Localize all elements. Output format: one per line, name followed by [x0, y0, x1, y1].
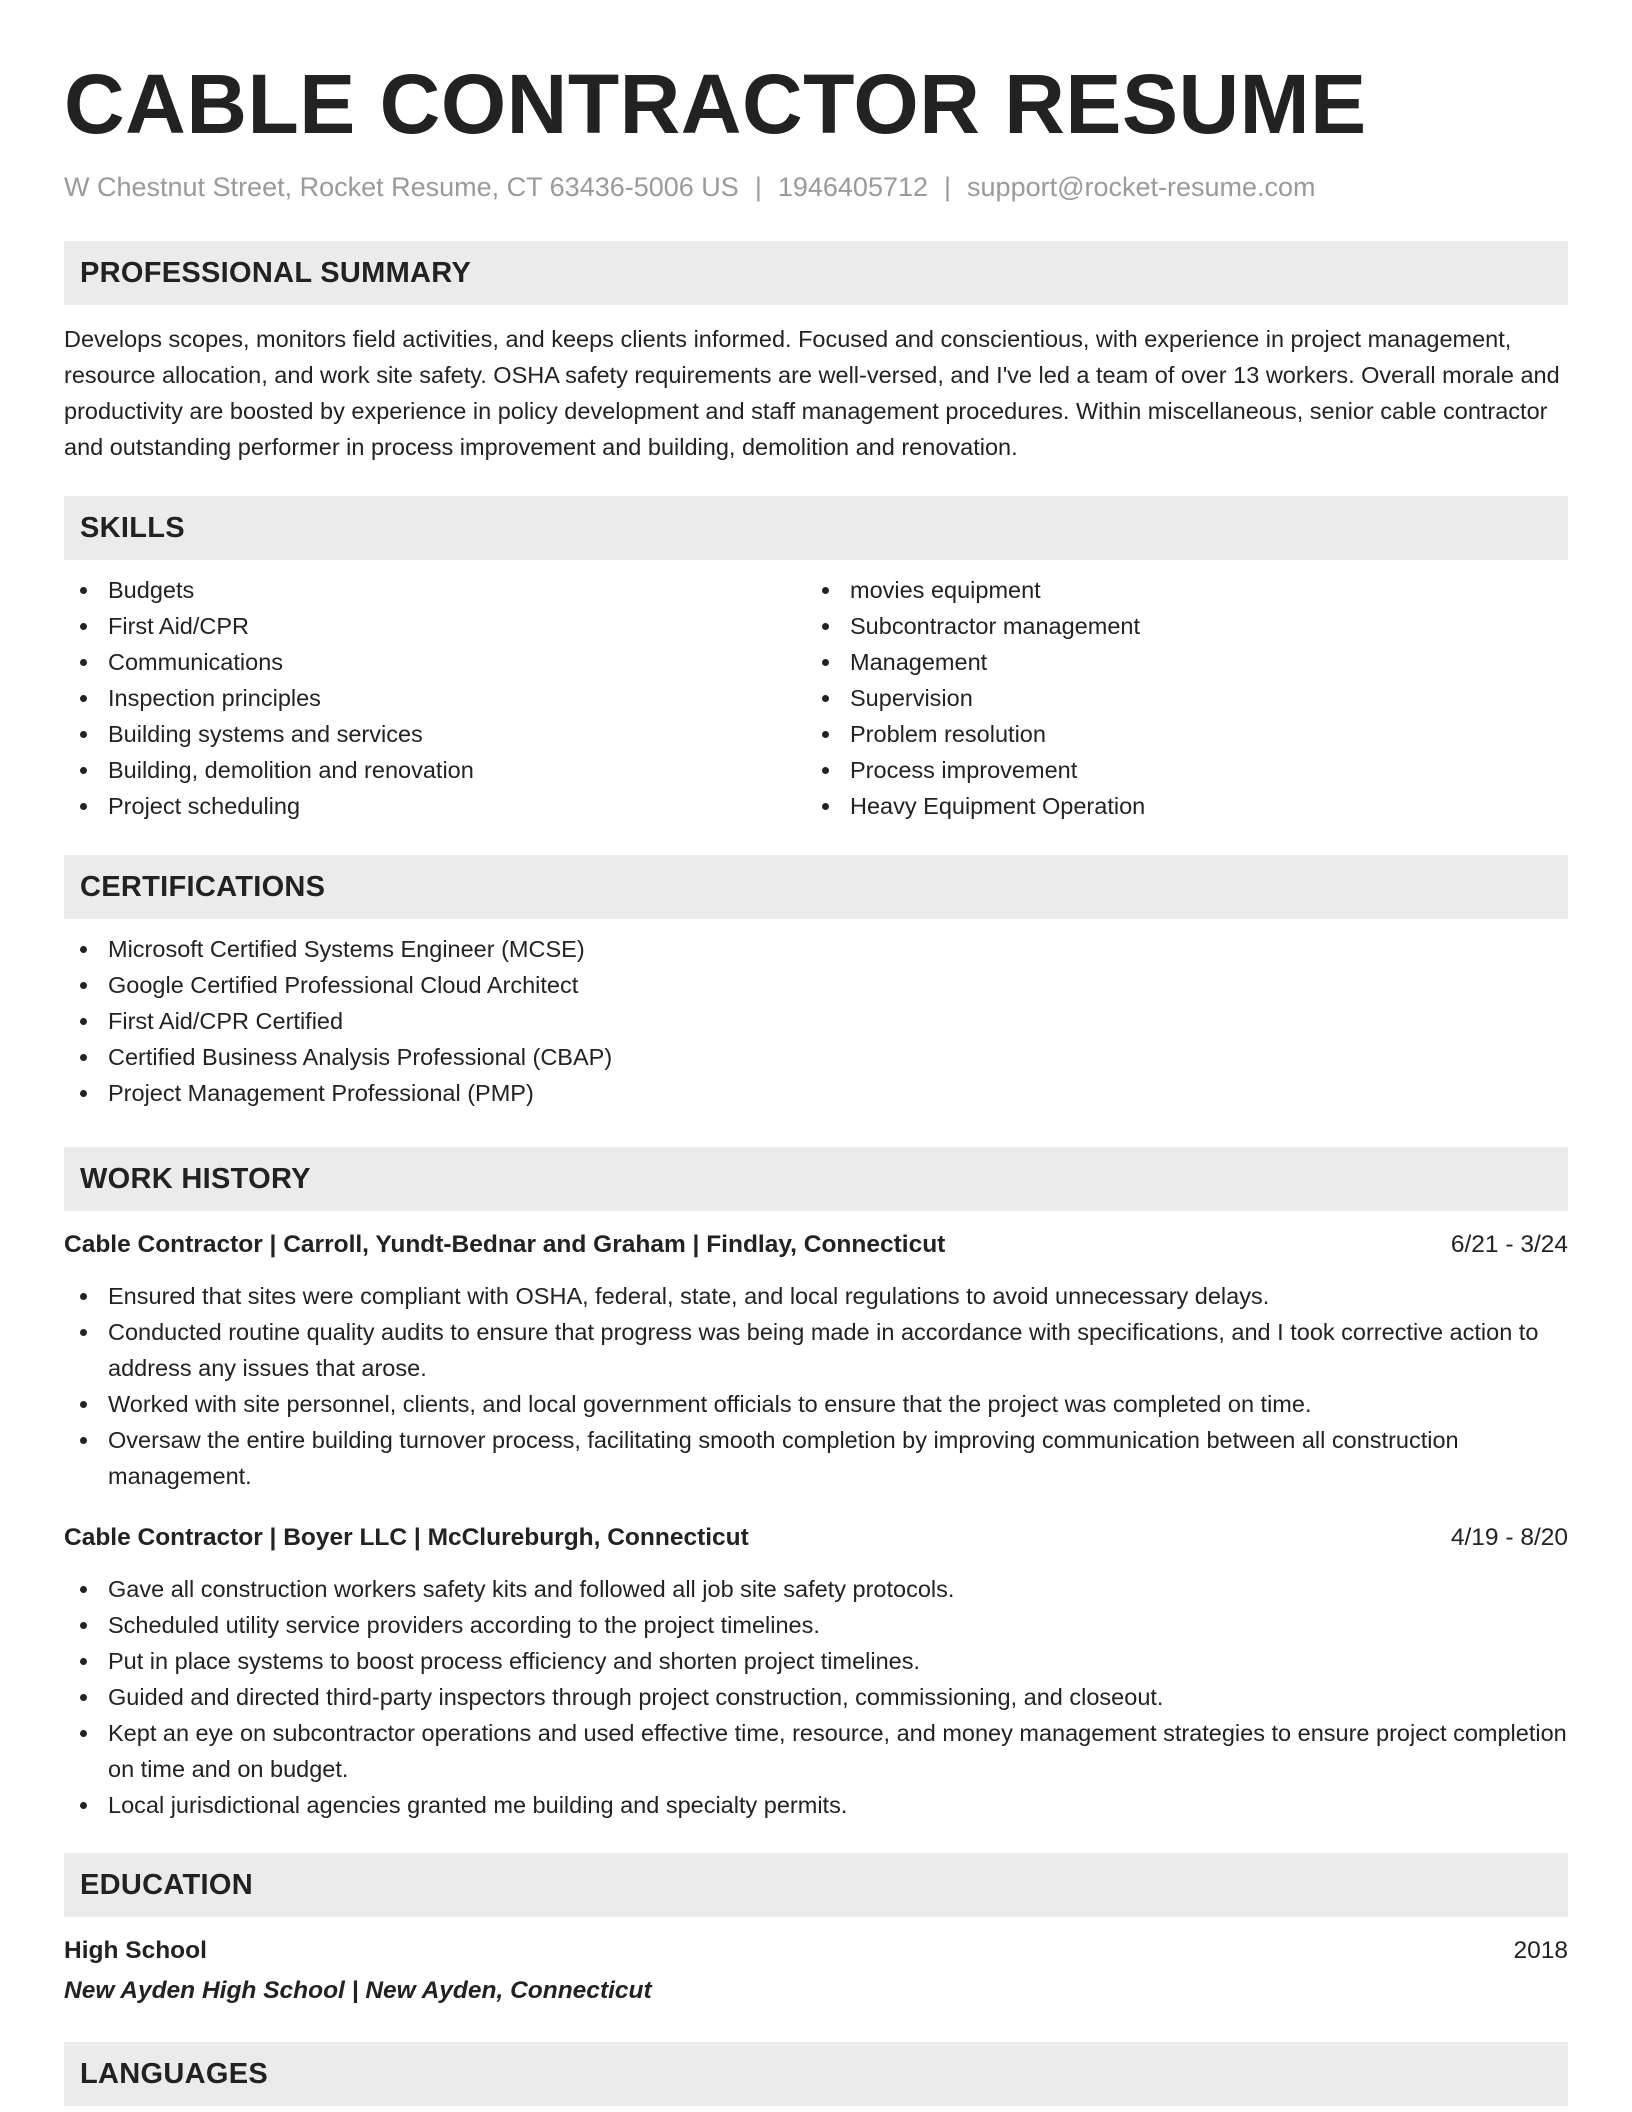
skill-item: Management: [806, 644, 1548, 680]
job-bullets: [64, 1571, 1568, 1823]
contact-separator: |: [944, 172, 952, 202]
job-title: Cable Contractor | Carroll, Yundt-Bednar and Graham | Findlay, Connecticut: [64, 1231, 946, 1258]
section-heading-summary: PROFESSIONAL SUMMARY: [64, 241, 1568, 305]
job-bullet: Local jurisdictional agencies granted me building and specialty permits.: [64, 1787, 1568, 1823]
certification-item: Microsoft Certified Systems Engineer (MCSE): [64, 931, 1568, 967]
job-bullet: Worked with site personnel, clients, and local government officials to ensure that the project was completed on time.: [64, 1386, 1568, 1422]
job-bullets: [64, 1278, 1568, 1494]
resume-page: [64, 0, 1568, 2106]
job-dates: 6/21 - 3/24: [1450, 1231, 1568, 1258]
skill-item: movies equipment: [806, 572, 1548, 608]
certification-item: First Aid/CPR Certified: [64, 1003, 1568, 1039]
education-year: 2018: [1513, 1937, 1568, 1964]
education-degree: High School: [64, 1937, 207, 1964]
section-heading-certifications: CERTIFICATIONS: [64, 855, 1568, 919]
skills-column-left: [64, 572, 806, 824]
job-entry: [64, 1228, 1568, 1494]
contact-separator: |: [754, 172, 762, 202]
skill-item: Building systems and services: [64, 716, 806, 752]
job-bullet: Conducted routine quality audits to ensure that progress was being made in accordance with specifications, and I took corrective action to address any issues that arose.: [64, 1314, 1568, 1386]
skills-column-right: [806, 572, 1548, 824]
skill-item: Budgets: [64, 572, 806, 608]
skill-item: Process improvement: [806, 752, 1548, 788]
job-header: [64, 1228, 1568, 1262]
skill-item: Heavy Equipment Operation: [806, 788, 1548, 824]
skill-item: Building, demolition and renovation: [64, 752, 806, 788]
job-bullet: Gave all construction workers safety kits and followed all job site safety protocols.: [64, 1571, 1568, 1607]
contact-line: [64, 170, 1568, 204]
contact-address: W Chestnut Street, Rocket Resume, CT 63436-5006 US: [64, 172, 739, 202]
skill-item: Subcontractor management: [806, 608, 1548, 644]
job-header: [64, 1521, 1568, 1555]
job-bullet: Oversaw the entire building turnover process, facilitating smooth completion by improving communication between all construction management.: [64, 1422, 1568, 1494]
contact-email: support@rocket-resume.com: [967, 172, 1316, 202]
section-heading-skills: SKILLS: [64, 496, 1568, 560]
job-entry: [64, 1521, 1568, 1823]
job-bullet: Ensured that sites were compliant with OSHA, federal, state, and local regulations to avoid unnecessary delays.: [64, 1278, 1568, 1314]
certification-item: Google Certified Professional Cloud Architect: [64, 967, 1568, 1003]
job-title: Cable Contractor | Boyer LLC | McClureburgh, Connecticut: [64, 1524, 749, 1551]
skill-item: Problem resolution: [806, 716, 1548, 752]
certification-item: Certified Business Analysis Professional (CBAP): [64, 1039, 1568, 1075]
certifications-list: [64, 931, 1568, 1111]
education-school: New Ayden High School | New Ayden, Connecticut: [64, 1977, 652, 2004]
section-heading-languages: LANGUAGES: [64, 2042, 1568, 2106]
job-dates: 4/19 - 8/20: [1450, 1524, 1568, 1551]
job-bullet: Scheduled utility service providers according to the project timelines.: [64, 1607, 1568, 1643]
certification-item: Project Management Professional (PMP): [64, 1075, 1568, 1111]
section-heading-education: EDUCATION: [64, 1853, 1568, 1917]
resume-title: CABLE CONTRACTOR RESUME: [64, 57, 1367, 151]
education-header: [64, 1934, 1568, 1968]
job-bullet: Put in place systems to boost process efficiency and shorten project timelines.: [64, 1643, 1568, 1679]
job-bullet: Kept an eye on subcontractor operations and used effective time, resource, and money management strategies to ensure project completion on time and on budget.: [64, 1715, 1568, 1787]
skill-item: Project scheduling: [64, 788, 806, 824]
skill-item: Communications: [64, 644, 806, 680]
job-bullet: Guided and directed third-party inspectors through project construction, commissioning, and closeout.: [64, 1679, 1568, 1715]
contact-phone: 1946405712: [777, 172, 929, 202]
skill-item: Supervision: [806, 680, 1548, 716]
summary-text: Develops scopes, monitors field activities, and keeps clients informed. Focused and conscientious, with experience in project management, resource allocation, and work site safety. OSHA safety requirements are well-versed, and I've led a team of over 13 workers. Overall morale and productivity are boosted by experience in policy development and staff management procedures. Within miscellaneous, senior cable contractor and outstanding performer in process improvement and building, demolition and renovation.: [64, 326, 1560, 460]
section-heading-work-history: WORK HISTORY: [64, 1147, 1568, 1211]
skill-item: First Aid/CPR: [64, 608, 806, 644]
skills-grid: [64, 572, 1568, 824]
skill-item: Inspection principles: [64, 680, 806, 716]
